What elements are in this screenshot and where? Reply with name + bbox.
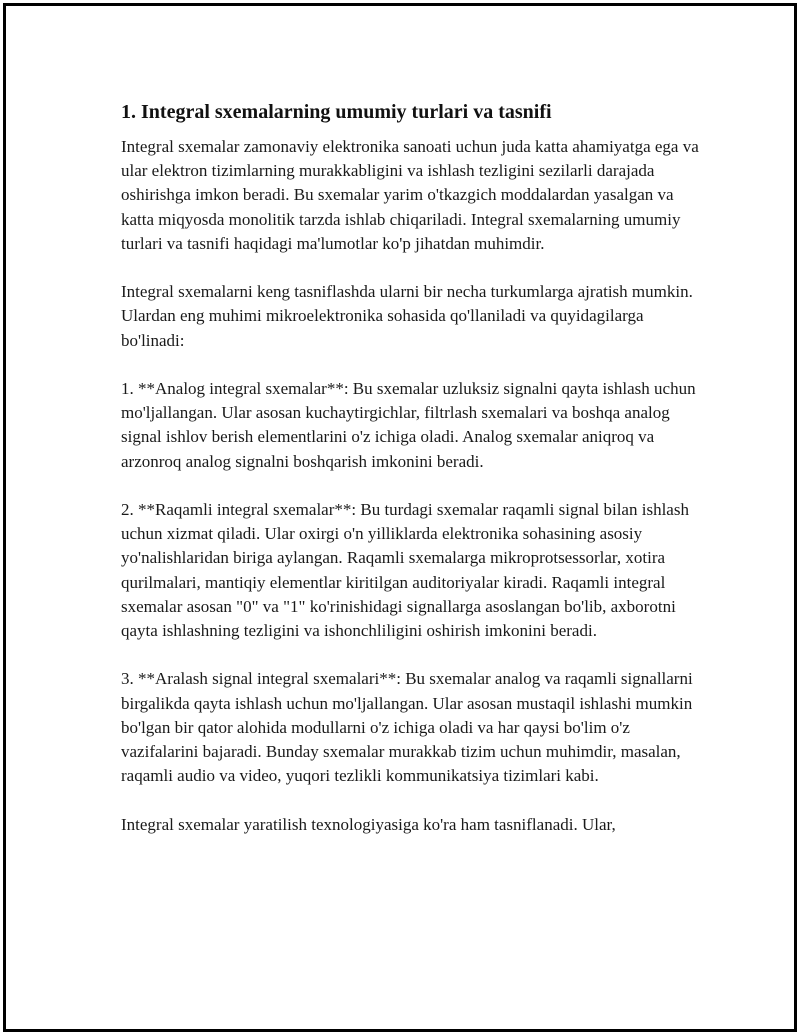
list-item-mixed-signal: 3. **Aralash signal integral sxemalari**: Bu sxemalar analog va raqamli signallarni birgalikda qayta ishlash uchun mo'ljallangan. Ular asosan mustaqil ishlashi mumkin bo'lgan bir qator alohida modullarni o'z ichiga oladi va har qaysi bo'lim o'z vazifalarini bajaradi. Bunday sxemalar murakkab tizim uchun muhimdir, masalan, raqamli audio va video, yuqori tezlikli kommunikatsiya tizimlari kabi. — [121, 669, 693, 786]
list-item-digital: 2. **Raqamli integral sxemalar**: Bu turdagi sxemalar raqamli signal bilan ishlash uchun xizmat qiladi. Ular oxirgi o'n yilliklarda elektronika sohasining asosiy yo'nalishlaridan biriga aylangan. Raqamli sxemalarga mikroprotsessorlar, xotira qurilmalari, mantiqiy elementlar kiritilgan auditoriyalar kiradi. Raqamli integral sxemalar asosan "0" va "1" ko'rinishidagi signallarga asoslangan bo'lib, axborotni qayta ishlashning tezligini va ishonchliligini oshirish imkonini beradi. — [121, 500, 689, 641]
list-item-analog: 1. **Analog integral sxemalar**: Bu sxemalar uzluksiz signalni qayta ishlash uchun mo'ljallangan. Ular asosan kuchaytirgichlar, filtrlash sxemalari va boshqa analog signal ishlov berish elementlarini o'z ichiga oladi. Analog sxemalar aniqroq va arzonroq analog signalni boshqarish imkonini beradi. — [121, 379, 696, 471]
paragraph-intro: Integral sxemalar zamonaviy elektronika sanoati uchun juda katta ahamiyatga ega va ular elektron tizimlarning murakkabligini va ishlash tezligini sezilarli darajada oshirishga imkon beradi. Bu sxemalar yarim o'tkazgich moddalardan yasalgan va katta miqyosda monolitik tarzda ishlab chiqariladi. Integral sxemalarning umumiy turlari va tasnifi haqidagi ma'lumotlar ko'p jihatdan muhimdir. — [121, 137, 699, 253]
document-body — [121, 98, 701, 861]
section-title: 1. Integral sxemalarning umumiy turlari va tasnifi — [121, 101, 552, 123]
paragraph-classification: Integral sxemalarni keng tasniflashda ularni bir necha turkumlarga ajratish mumkin. Ulardan eng muhimi mikroelektronika sohasida qo'llaniladi va quyidagilarga bo'linadi: — [121, 282, 693, 350]
page-frame — [3, 3, 797, 1032]
paragraph-technology: Integral sxemalar yaratilish texnologiyasiga ko'ra ham tasniflanadi. Ular, — [121, 814, 616, 834]
